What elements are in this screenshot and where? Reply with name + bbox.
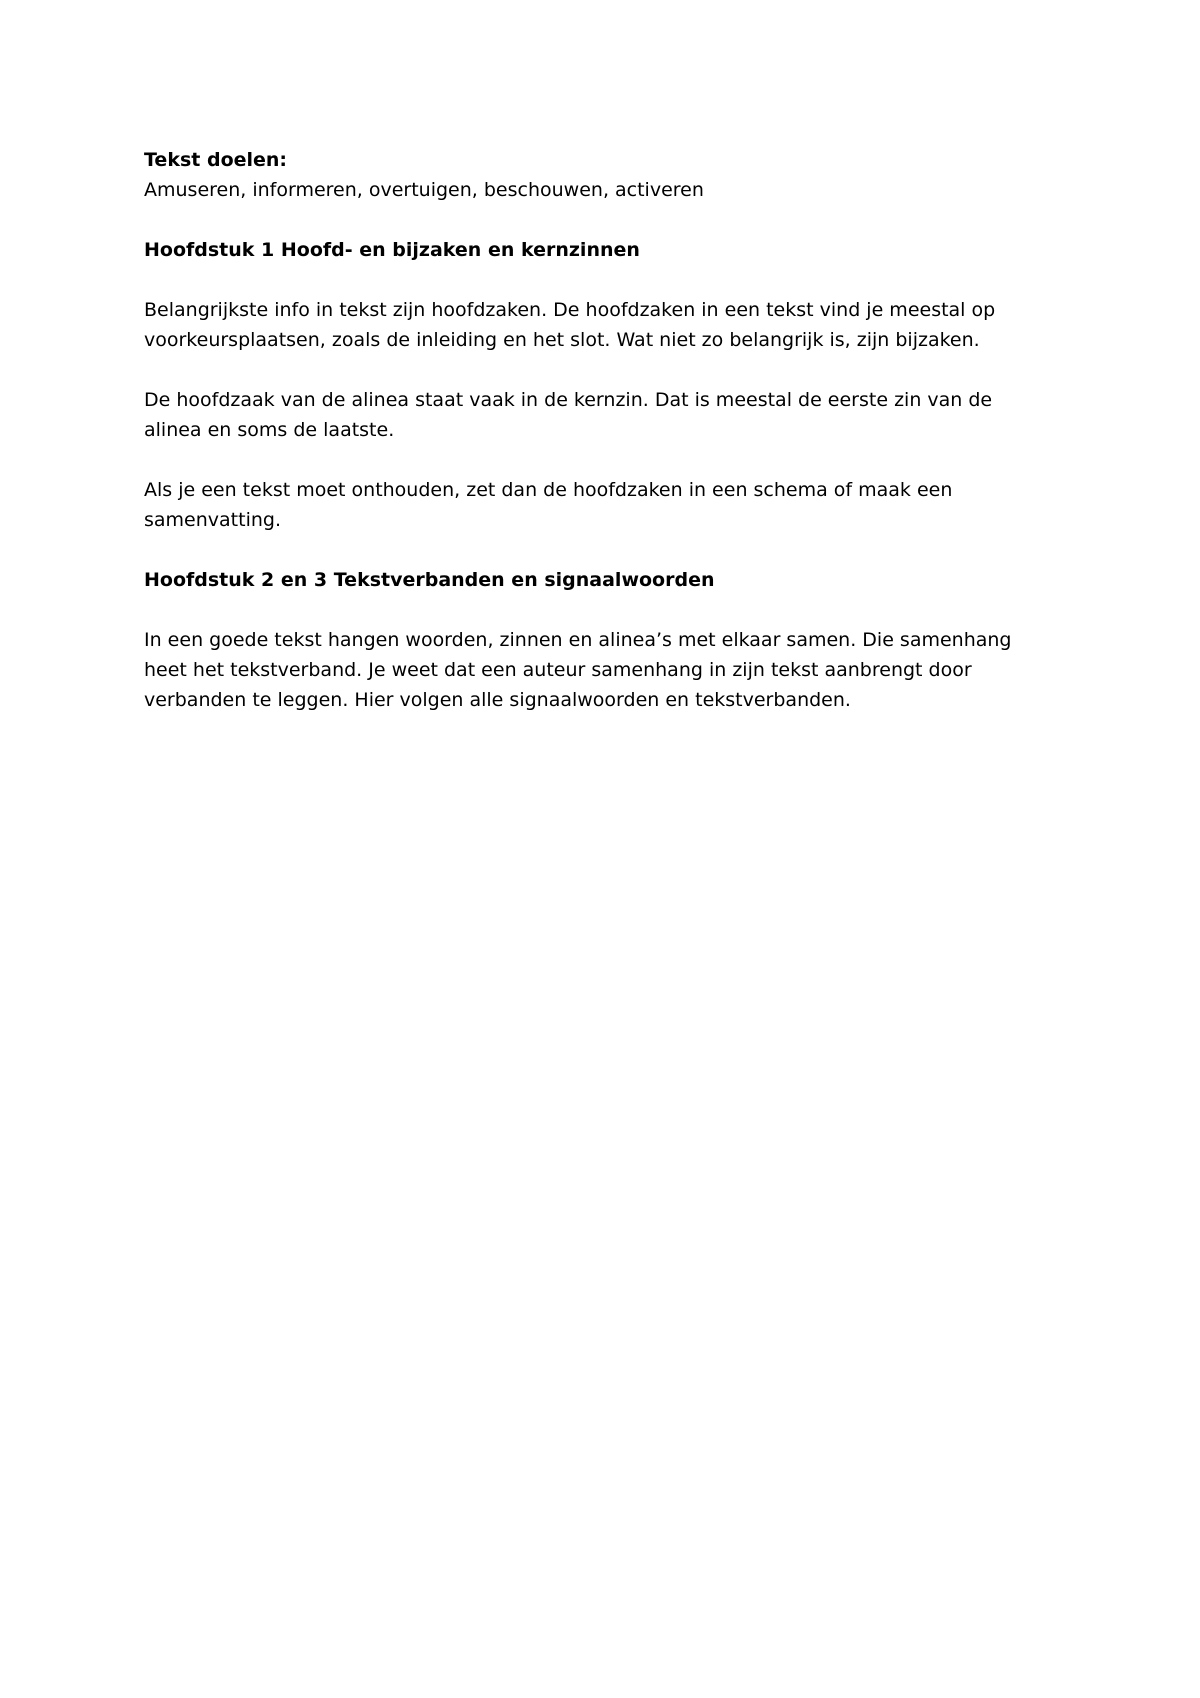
section1-paragraph-2: De hoofdzaak van de alinea staat vaak in de kernzin. Dat is meestal de eerste zin van de alinea en soms de laatste. (144, 389, 993, 441)
document-title: Tekst doelen: (144, 149, 288, 171)
spacer (144, 445, 1050, 475)
spacer (144, 535, 1050, 565)
section1-paragraph-3: Als je een tekst moet onthouden, zet dan de hoofdzaken in een schema of maak een samenvatting. (144, 479, 953, 531)
text-goals-list: Amuseren, informeren, overtuigen, beschouwen, activeren (144, 179, 704, 201)
spacer (144, 265, 1050, 295)
spacer (144, 595, 1050, 625)
spacer (144, 355, 1050, 385)
section1-paragraph-1: Belangrijkste info in tekst zijn hoofdzaken. De hoofdzaken in een tekst vind je meestal op voorkeursplaatsen, zoals de inleiding en het slot. Wat niet zo belangrijk is, zijn bijzaken. (144, 299, 996, 351)
section2-heading: Hoofdstuk 2 en 3 Tekstverbanden en signaalwoorden (144, 569, 715, 591)
section1-heading: Hoofdstuk 1 Hoofd- en bijzaken en kernzinnen (144, 239, 640, 261)
section2-paragraph-1: In een goede tekst hangen woorden, zinnen en alinea’s met elkaar samen. Die samenhang heet het tekstverband. Je weet dat een auteur samenhang in zijn tekst aanbrengt door verbanden te leggen. Hier volgen alle signaalwoorden en tekstverbanden. (144, 629, 1012, 711)
spacer (144, 205, 1050, 235)
